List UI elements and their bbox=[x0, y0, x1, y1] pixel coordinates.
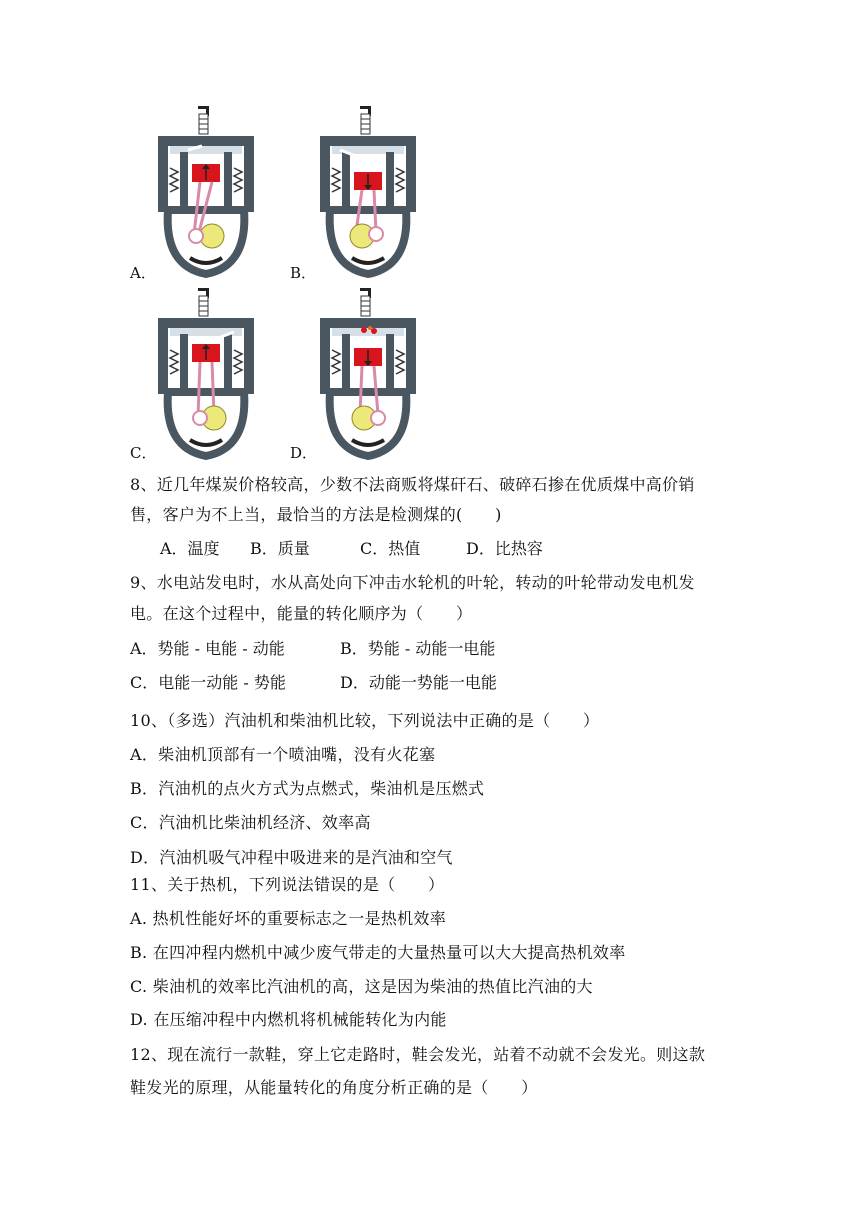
q10-option-d: D．汽油机吸气冲程中吸进来的是汽油和空气 bbox=[130, 848, 453, 867]
q11-option-d: D. 在压缩冲程中内燃机将机械能转化为内能 bbox=[130, 1010, 447, 1029]
figure-option-a-label: A． bbox=[130, 264, 156, 282]
q11-option-b: B. 在四冲程内燃机中减少废气带走的大量热量可以大大提高热机效率 bbox=[130, 943, 626, 962]
q10-option-a: A．柴油机顶部有一个喷油嘴，没有火花塞 bbox=[130, 745, 436, 764]
q11-option-a: A. 热机性能好坏的重要标志之一是热机效率 bbox=[130, 909, 447, 928]
q10-option-b: B．汽油机的点火方式为点燃式，柴油机是压燃式 bbox=[130, 779, 485, 798]
engine-figure-a bbox=[158, 106, 254, 278]
q11-stem: 11、关于热机，下列说法错误的是（ ） bbox=[130, 875, 445, 894]
q9-option-c: C．电能一动能 - 势能 bbox=[130, 673, 286, 692]
q12-stem-line1: 12、现在流行一款鞋，穿上它走路时，鞋会发光，站着不动就不会发光。则这款 bbox=[130, 1045, 706, 1064]
q9-stem-line1: 9、水电站发电时，水从高处向下冲击水轮机的叶轮，转动的叶轮带动发电机发 bbox=[130, 573, 695, 592]
q9-option-b: B．势能 - 动能一电能 bbox=[340, 639, 496, 658]
figure-option-b-label: B． bbox=[290, 264, 317, 282]
q10-option-c: C．汽油机比柴油机经济、效率高 bbox=[130, 813, 371, 832]
q8-option-b: B．质量 bbox=[250, 539, 310, 558]
q8-option-c: C．热值 bbox=[360, 539, 421, 558]
q9-stem-line2: 电。在这个过程中，能量的转化顺序为（ ） bbox=[130, 604, 473, 623]
engine-figure-c bbox=[158, 288, 254, 460]
q8-option-a: A．温度 bbox=[160, 539, 220, 558]
figure-option-d-label: D． bbox=[290, 444, 318, 462]
engine-figure-d bbox=[320, 288, 416, 460]
q8-stem-line1: 8、近几年煤炭价格较高，少数不法商贩将煤矸石、破碎石掺在优质煤中高价销 bbox=[130, 475, 695, 494]
figure-option-c-label: C． bbox=[130, 444, 157, 462]
q9-option-d: D．动能一势能一电能 bbox=[340, 673, 497, 692]
q12-stem-line2: 鞋发光的原理，从能量转化的角度分析正确的是（ ） bbox=[130, 1078, 538, 1097]
q11-option-c: C. 柴油机的效率比汽油机的高，这是因为柴油的热值比汽油的大 bbox=[130, 977, 593, 996]
q9-option-a: A．势能 - 电能 - 动能 bbox=[130, 639, 285, 658]
engine-figure-b bbox=[320, 106, 416, 278]
q10-stem: 10、（多选）汽油机和柴油机比较，下列说法中正确的是（ ） bbox=[130, 711, 600, 730]
q8-option-d: D．比热容 bbox=[466, 539, 543, 558]
q8-stem-line2: 售，客户为不上当，最恰当的方法是检测煤的( ) bbox=[130, 505, 502, 524]
